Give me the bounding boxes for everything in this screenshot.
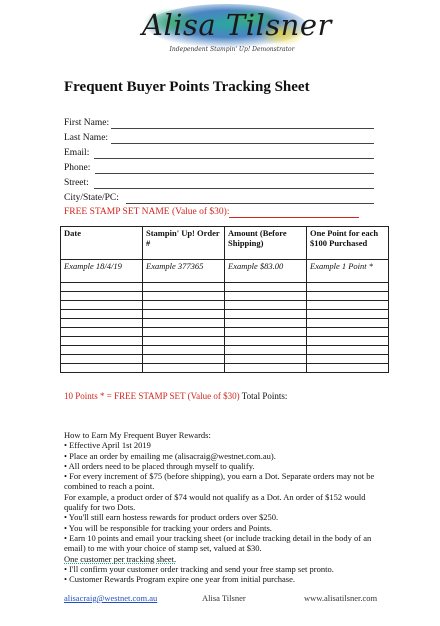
column-header-amount: Amount (Before Shipping)	[225, 227, 307, 260]
how-to-item: • I'll confirm your customer order tracking and send your free stamp set pronto.	[64, 563, 334, 574]
column-header-date: Date	[61, 227, 143, 260]
table-row	[61, 319, 389, 328]
email-label: Email:	[64, 148, 90, 158]
table-row	[61, 301, 389, 310]
phone-line[interactable]	[95, 173, 374, 174]
table-cell[interactable]	[143, 328, 225, 337]
table-row	[61, 283, 389, 292]
table-cell[interactable]	[225, 355, 307, 364]
table-cell[interactable]	[307, 346, 389, 355]
how-to-heading: How to Earn My Frequent Buyer Rewards:	[64, 430, 211, 440]
table-cell[interactable]	[307, 328, 389, 337]
table-cell[interactable]	[143, 364, 225, 373]
table-cell[interactable]	[61, 364, 143, 373]
how-to-item: • You'll still earn hostess rewards for product orders over $250.	[64, 512, 279, 523]
points-summary	[64, 391, 287, 401]
table-row	[61, 292, 389, 301]
phone-field[interactable]	[64, 163, 374, 177]
street-field[interactable]	[64, 178, 374, 192]
column-header-points: One Point for each $100 Purchased	[307, 227, 389, 260]
points-table	[60, 226, 389, 373]
table-row	[61, 355, 389, 364]
table-cell[interactable]	[225, 319, 307, 328]
table-cell[interactable]	[307, 301, 389, 310]
first-name-label: First Name:	[64, 118, 110, 128]
last-name-label: Last Name:	[64, 133, 109, 143]
how-to-earn	[64, 430, 384, 584]
how-to-item: • All orders need to be placed through myself to qualify.	[64, 460, 255, 471]
how-to-item: • For every increment of $75 (before shipping), you earn a Dot. Separate orders may not be combined to reach a point.	[64, 471, 375, 492]
table-row-example	[61, 260, 389, 283]
city-field[interactable]	[64, 193, 374, 207]
example-amount-cell: Example $83.00	[225, 260, 307, 283]
table-row	[61, 364, 389, 373]
city-line[interactable]	[126, 203, 374, 204]
how-to-item: • You will be responsible for tracking your orders and Points.	[64, 522, 272, 533]
table-cell[interactable]	[225, 292, 307, 301]
city-label: City/State/PC:	[64, 193, 119, 203]
last-name-line[interactable]	[111, 143, 374, 144]
table-cell[interactable]	[143, 319, 225, 328]
table-cell[interactable]	[143, 292, 225, 301]
table-cell[interactable]	[225, 301, 307, 310]
last-name-field[interactable]	[64, 133, 374, 147]
first-name-field[interactable]	[64, 118, 374, 132]
footer-email-link[interactable]: alisacraig@westnet.com.au	[64, 593, 158, 603]
table-cell[interactable]	[61, 283, 143, 292]
table-cell[interactable]	[61, 292, 143, 301]
how-to-item: • Earn 10 points and email your tracking sheet (or include tracking detail in the body of an email) to me with your choice of stamp set, valued at $30.	[64, 532, 372, 554]
table-row	[61, 337, 389, 346]
column-header-order: Stampin' Up! Order #	[143, 227, 225, 260]
table-row	[61, 328, 389, 337]
table-cell[interactable]	[61, 355, 143, 364]
how-to-item: • Place an order by emailing me (alisacraig@westnet.com.au).	[64, 450, 276, 461]
example-points-cell: Example 1 Point *	[307, 260, 389, 283]
table-cell[interactable]	[143, 301, 225, 310]
table-cell[interactable]	[225, 283, 307, 292]
table-cell[interactable]	[61, 328, 143, 337]
free-stamp-set-rule: 10 Points * = FREE STAMP SET (Value of $30)	[64, 391, 240, 401]
phone-label: Phone:	[64, 163, 91, 173]
total-points-label: Total Points:	[239, 391, 288, 401]
example-order-cell: Example 377365	[143, 260, 225, 283]
how-to-item: One customer per tracking sheet.	[64, 553, 177, 564]
first-name-line[interactable]	[111, 128, 374, 129]
street-line[interactable]	[94, 188, 374, 189]
page-title: Frequent Buyer Points Tracking Sheet	[64, 79, 310, 95]
table-cell[interactable]	[225, 328, 307, 337]
example-date-cell: Example 18/4/19	[61, 260, 143, 283]
table-cell[interactable]	[307, 292, 389, 301]
table-cell[interactable]	[307, 337, 389, 346]
table-cell[interactable]	[143, 337, 225, 346]
how-to-item: For example, a product order of $74 would not qualify as a Dot. An order of $152 would qualify for two Dots.	[64, 491, 366, 513]
table-cell[interactable]	[225, 364, 307, 373]
table-cell[interactable]	[143, 283, 225, 292]
table-cell[interactable]	[225, 337, 307, 346]
table-cell[interactable]	[307, 283, 389, 292]
logo-name: Alisa Tilsner	[142, 8, 332, 42]
how-to-item: • Effective April 1st 2019	[64, 440, 151, 451]
table-cell[interactable]	[143, 310, 225, 319]
table-cell[interactable]	[61, 319, 143, 328]
table-cell[interactable]	[61, 337, 143, 346]
footer-website: www.alisatilsner.com	[304, 593, 378, 603]
free-stamp-set-label: FREE STAMP SET NAME (Value of $30):	[64, 207, 230, 217]
how-to-item: • Customer Rewards Program expire one year from initial purchase.	[64, 574, 295, 585]
logo	[132, 4, 332, 64]
free-stamp-set-line[interactable]	[229, 217, 359, 218]
table-row	[61, 346, 389, 355]
table-cell[interactable]	[61, 310, 143, 319]
free-stamp-set-field[interactable]	[64, 207, 364, 221]
table-cell[interactable]	[143, 355, 225, 364]
email-line[interactable]	[94, 158, 374, 159]
table-cell[interactable]	[61, 346, 143, 355]
footer-name: Alisa Tilsner	[202, 593, 246, 603]
table-cell[interactable]	[61, 301, 143, 310]
table-cell[interactable]	[307, 364, 389, 373]
table-cell[interactable]	[225, 346, 307, 355]
email-field[interactable]	[64, 148, 374, 162]
table-cell[interactable]	[307, 355, 389, 364]
table-cell[interactable]	[143, 346, 225, 355]
street-label: Street:	[64, 178, 89, 188]
table-cell[interactable]	[307, 319, 389, 328]
table-cell[interactable]	[307, 310, 389, 319]
table-header-row	[61, 227, 389, 260]
table-cell[interactable]	[225, 310, 307, 319]
table-row	[61, 310, 389, 319]
logo-subtitle: Independent Stampin' Up! Demonstrator	[169, 46, 295, 53]
